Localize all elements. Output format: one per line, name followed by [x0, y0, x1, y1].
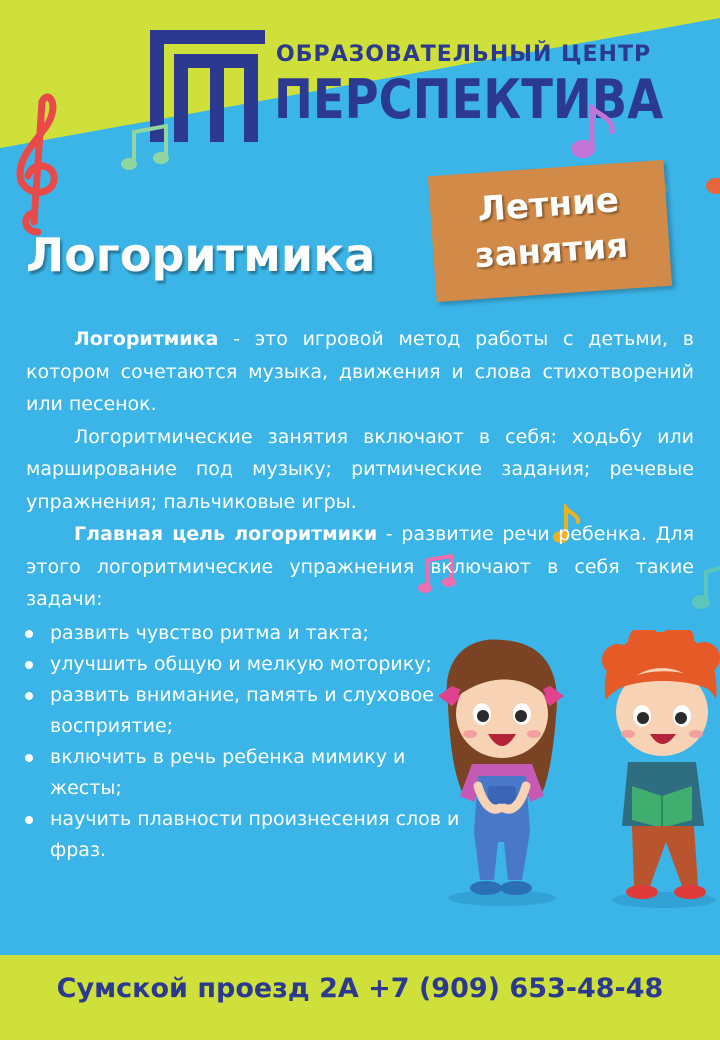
music-note-icon: [704, 160, 720, 196]
summer-classes-badge: [428, 160, 672, 302]
list-item: развить внимание, память и слуховое восприятие;: [20, 680, 460, 742]
task-list: [20, 618, 460, 866]
list-item: улучшить общую и мелкую моторику;: [20, 649, 460, 680]
badge-line-2: занятия: [473, 225, 630, 277]
badge-line-1: Летние: [476, 180, 621, 230]
paragraph-2: Логоритмические занятия включают в себя: ходьбу или марширование под музыку; ритмические задания; речевые упражнения; пальчиковые игры.: [26, 425, 694, 513]
music-note-icon: [690, 566, 720, 612]
brand-name: ПЕРСПЕКТИВА: [274, 68, 664, 131]
description: [26, 323, 694, 616]
list-item: развить чувство ритма и такта;: [20, 618, 460, 649]
music-note-icon: [120, 122, 174, 174]
page-title: Логоритмика: [26, 228, 376, 282]
paragraph-3: [26, 518, 694, 616]
paragraph-1: [26, 323, 694, 421]
list-item: научить плавности произнесения слов и фраз.: [20, 804, 460, 866]
paragraph-3-text: - развитие речи ребенка. Для этого логоритмические упражнения включают в себя такие задачи:: [26, 523, 694, 610]
treble-clef-icon: [12, 92, 62, 242]
term-bold: Логоритмика: [74, 328, 219, 350]
paragraph-1-text: - это игровой метод работы с детьми, в котором сочетаются музыка, движения и слова стихотворений или песенок.: [26, 328, 694, 415]
girl-illustration: [430, 636, 570, 908]
brand-subtitle: ОБРАЗОВАТЕЛЬНЫЙ ЦЕНТР: [276, 42, 652, 67]
boy-illustration: [598, 630, 720, 910]
goal-bold: Главная цель логоритмики: [74, 523, 378, 545]
music-note-icon: [568, 104, 618, 160]
list-item: включить в речь ребенка мимику и жесты;: [20, 742, 460, 804]
contact-footer: Сумской проезд 2А +7 (909) 653-48-48: [56, 973, 664, 1004]
